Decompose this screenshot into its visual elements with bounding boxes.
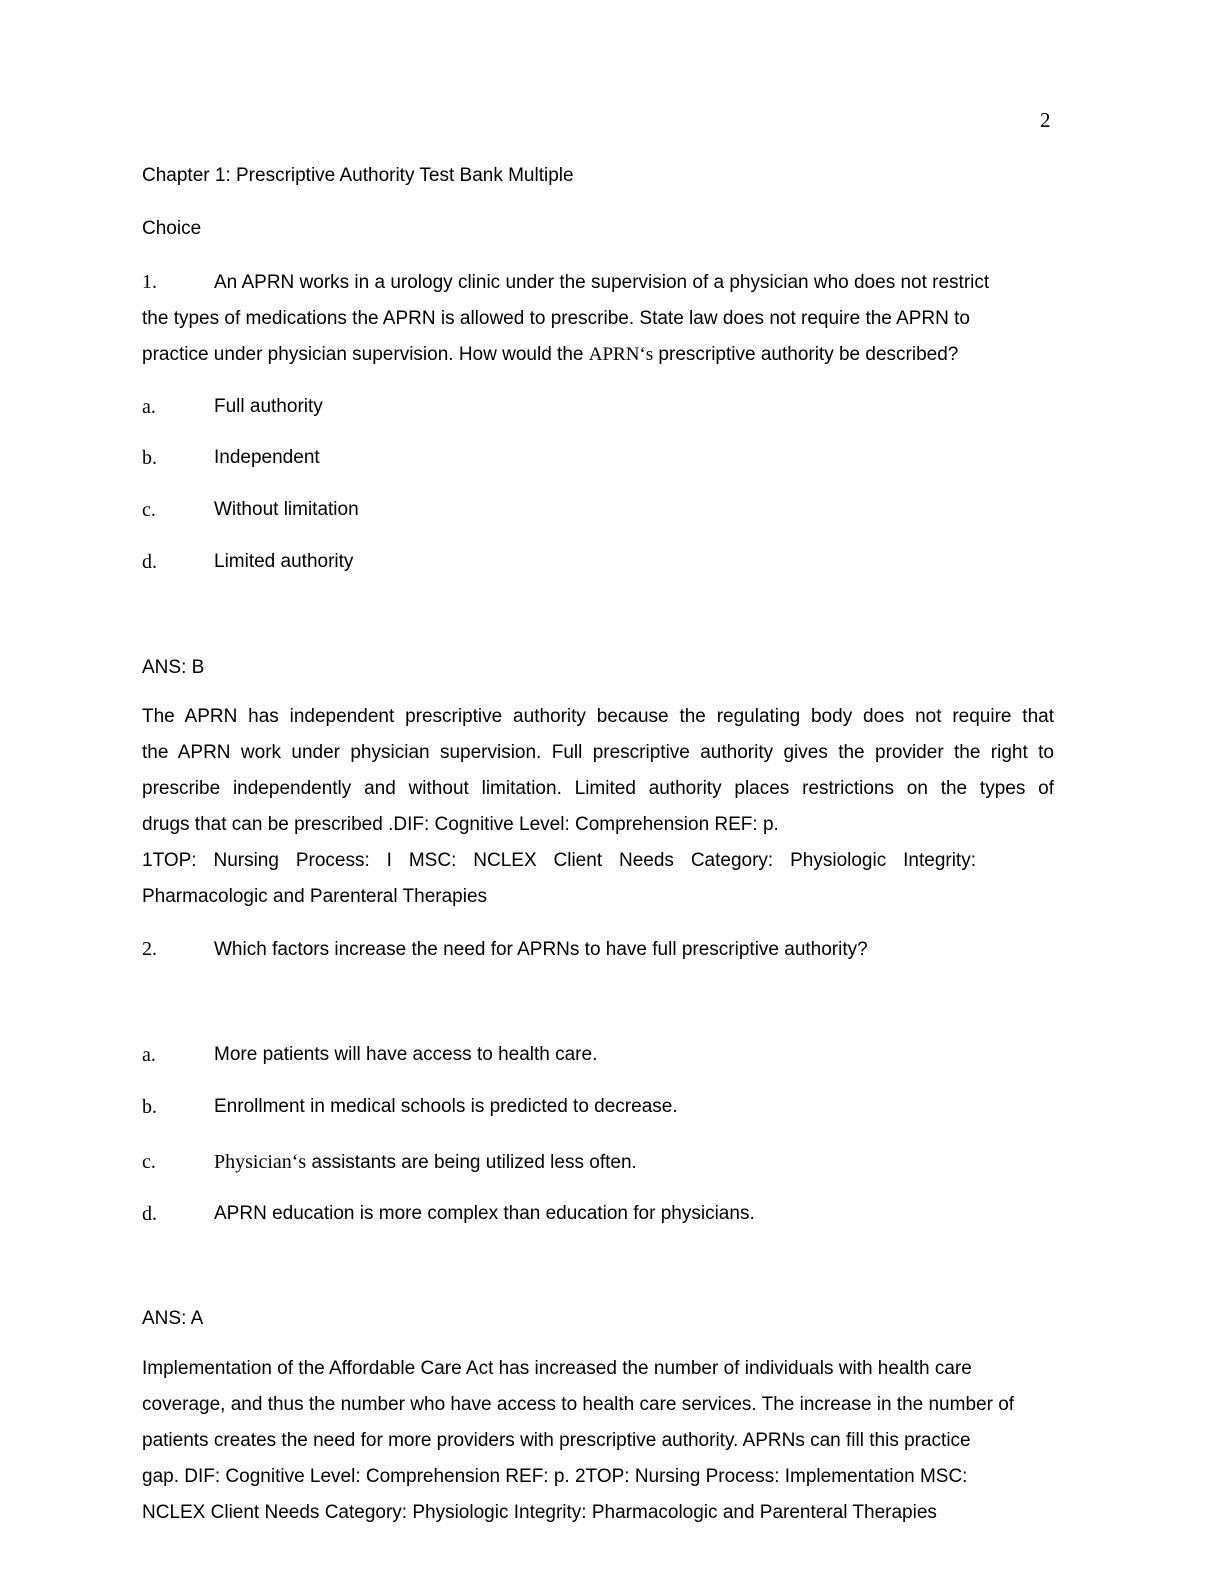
- chapter-heading-line1: Chapter 1: Prescriptive Authority Test Bank Multiple: [142, 165, 574, 186]
- q2-option-c-letter: c.: [142, 1151, 156, 1173]
- question-1-stem-line3-part-c: prescriptive authority be described?: [653, 344, 959, 365]
- q2-option-d-letter: d.: [142, 1203, 157, 1225]
- q2-answer: ANS: A: [142, 1308, 204, 1329]
- question-1-stem-line2: the types of medications the APRN is allowed to prescribe. State law does not require the APRN to: [142, 308, 970, 329]
- q2-option-c-rest: assistants are being utilized less often.: [306, 1152, 637, 1173]
- page-number: 2: [1040, 108, 1051, 132]
- q2-option-a-letter: a.: [142, 1044, 156, 1066]
- question-1-number: 1.: [142, 271, 157, 293]
- q2-option-c-text: [214, 1151, 637, 1174]
- question-1-stem-line1: An APRN works in a urology clinic under the supervision of a physician who does not restrict: [214, 272, 990, 293]
- q1-option-a-letter: a.: [142, 396, 156, 418]
- q1-option-b-letter: b.: [142, 447, 157, 469]
- q2-option-b-text: Enrollment in medical schools is predicted to decrease.: [214, 1096, 678, 1117]
- q2-option-c-serif-word: Physician‘s: [214, 1151, 307, 1173]
- q1-rationale-line3: prescribe independently and without limitation. Limited authority places restrictions on the types of: [142, 778, 1054, 799]
- question-1-stem-line3-part-a: practice under physician supervision. How would the: [142, 344, 589, 365]
- q2-rationale-line3: patients creates the need for more providers with prescriptive authority. APRNs can fill this practice: [142, 1430, 971, 1451]
- q1-rationale-line6: Pharmacologic and Parenteral Therapies: [142, 886, 488, 907]
- q1-rationale-line1: The APRN has independent prescriptive authority because the regulating body does not require that: [142, 706, 1054, 727]
- q2-rationale-line4: gap. DIF: Cognitive Level: Comprehension REF: p. 2TOP: Nursing Process: Implementation MSC:: [142, 1466, 968, 1487]
- q1-option-c-letter: c.: [142, 499, 156, 521]
- q1-rationale-line5: 1TOP: Nursing Process: I MSC: NCLEX Client Needs Category: Physiologic Integrity:: [142, 850, 976, 871]
- q1-answer: ANS: B: [142, 657, 205, 678]
- q2-option-b-letter: b.: [142, 1096, 157, 1118]
- q1-option-a-text: Full authority: [214, 396, 323, 417]
- chapter-heading-line2: Choice: [142, 218, 202, 239]
- question-2-number: 2.: [142, 938, 157, 960]
- q1-rationale-line4: drugs that can be prescribed .DIF: Cognitive Level: Comprehension REF: p.: [142, 814, 779, 835]
- q1-rationale-line2: the APRN work under physician supervision. Full prescriptive authority gives the provider the right to: [142, 742, 1054, 763]
- question-1-stem-line3: [142, 344, 958, 366]
- question-2-stem: Which factors increase the need for APRNs to have full prescriptive authority?: [214, 939, 868, 960]
- q1-option-d-letter: d.: [142, 551, 157, 573]
- q1-option-c-text: Without limitation: [214, 499, 359, 520]
- q1-option-d-text: Limited authority: [214, 551, 354, 572]
- q2-rationale-line2: coverage, and thus the number who have access to health care services. The increase in the number of: [142, 1394, 1015, 1415]
- q2-option-d-text: APRN education is more complex than education for physicians.: [214, 1203, 755, 1224]
- q2-option-a-text: More patients will have access to health care.: [214, 1044, 598, 1065]
- q2-rationale-line1: Implementation of the Affordable Care Act has increased the number of individuals with health care: [142, 1358, 972, 1379]
- q1-option-b-text: Independent: [214, 447, 320, 468]
- question-1-stem-line3-part-b: APRN‘s: [588, 344, 654, 365]
- q2-rationale-line5: NCLEX Client Needs Category: Physiologic Integrity: Pharmacologic and Parenteral Therapies: [142, 1502, 937, 1523]
